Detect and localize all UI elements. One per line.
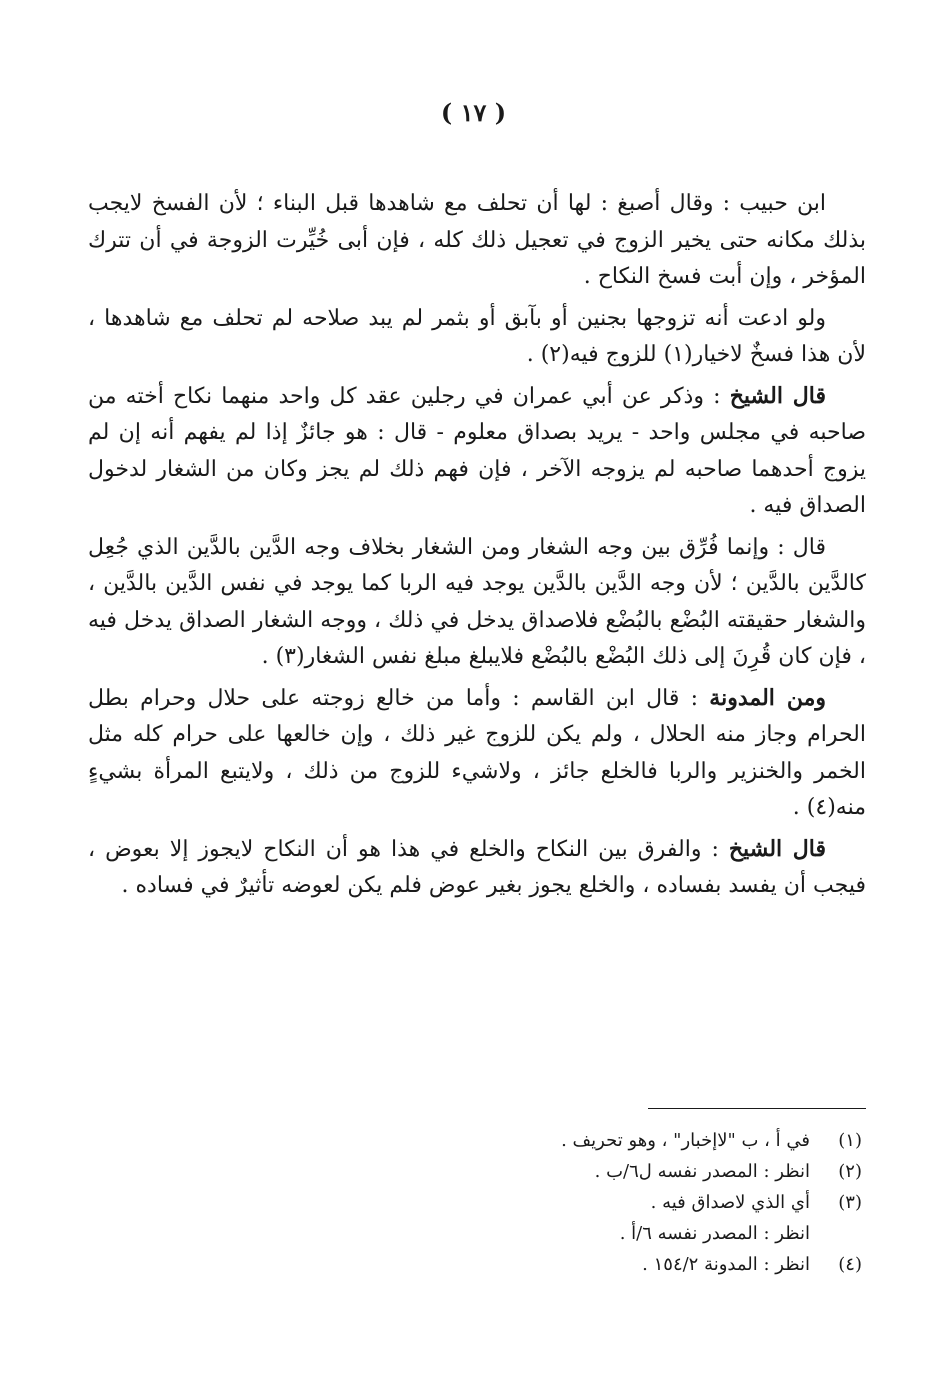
paragraph [88, 378, 866, 525]
footnote-text: أي الذي لاصداق فيه . [650, 1192, 810, 1213]
footnote [88, 1125, 866, 1156]
paragraph-text: ابن حبيب : وقال أصبغ : لها أن تحلف مع شاهدها قبل البناء ؛ لأن الفسخ لايجب بذلك مكانه حتى يخير الزوج في تعجيل ذلك كله ، فإن أبى خُيِّرت الزوجة في أن تترك المؤخر ، وإن أبت فسخ النكاح . [88, 191, 866, 289]
paragraph-text: : وذكر عن أبي عمران في رجلين عقد كل واحد منهما نكاح أخته من صاحبه في مجلس واحد - يريد بصداق معلوم - قال : هو جائزٌ إذا لم يفهم أنه إن لم يزوج أحدهما صاحبه لم يزوجه الآخر ، فإن فهم ذلك لم يجز وكان من الشغار لدخول الصداق فيه . [88, 383, 866, 518]
footnote-number [810, 1218, 866, 1249]
footnote [88, 1249, 866, 1280]
paragraph [88, 529, 866, 676]
footnote [88, 1218, 866, 1249]
footnote-number: (٤) [838, 1254, 862, 1275]
paragraph-text: : قال ابن القاسم : وأما من خالع زوجته على حلال وحرام بطل الحرام وجاز منه الحلال ، ولم يكن للزوج غير ذلك ، وإن خالعها على حرام كله مثل الخمر والخنزير والربا فالخلع جائز ، ولاشيء للزوج من ذلك ، ولايتبع المرأة بشيءٍ منه(٤) . [88, 685, 866, 820]
paragraph [88, 300, 866, 374]
paragraph [88, 185, 866, 296]
footnote-divider [648, 1108, 866, 1109]
footnote [88, 1156, 866, 1187]
footnote-text: انظر : المصدر نفسه ل٦/ب . [594, 1161, 810, 1182]
page-number: ( ١٧ ) [440, 98, 507, 127]
speaker-label: قال الشيخ [729, 382, 826, 409]
footnote-number: (١) [838, 1130, 862, 1151]
paragraph [88, 831, 866, 905]
main-text [88, 185, 866, 909]
footnote-number: (٣) [838, 1192, 862, 1213]
speaker-label: قال الشيخ [728, 835, 826, 862]
speaker-label: ومن المدونة [709, 684, 826, 711]
footnote-text: في أ ، ب "لاإخبار" ، وهو تحريف . [561, 1130, 810, 1151]
footnote-number: (٢) [838, 1161, 862, 1182]
paragraph-text: قال : وإنما فُرِّق بين وجه الشغار ومن الشغار بخلاف وجه الدَّين بالدَّين الذي جُعِل كالدَّين بالدَّين ؛ لأن وجه الدَّين بالدَّين يوجد فيه الربا كما يوجد في نفس الدَّين بالدَّين ، والشغار حقيقته البُضْع بالبُضْع فلاصداق يدخل في ذلك ، ووجه الشغار الصداق يدخل فيه ، فإن كان قُرِنَ إلى ذلك البُضْع بالبُضْع فلايبلغ مبلغ نفس الشغار(٣) . [88, 534, 866, 669]
footnote [88, 1187, 866, 1218]
paragraph-text: : والفرق بين النكاح والخلع في هذا هو أن النكاح لايجوز إلا بعوض ، فيجب أن يفسد بفساده ، والخلع يجوز بغير عوض فلم يكن لعوضه تأثيرٌ في فساده . [88, 836, 866, 898]
footnotes [88, 1125, 866, 1280]
paragraph-text: ولو ادعت أنه تزوجها بجنين أو بآبق أو بثمر لم يبد صلاحه لم تحلف مع شاهدها ، لأن هذا فسخٌ لاخيار(١) للزوج فيه(٢) . [88, 305, 866, 367]
footnote-text: انظر : المدونة ١٥٤/٢ . [642, 1254, 810, 1275]
footnote-text: انظر : المصدر نفسه ٦/أ . [619, 1223, 810, 1244]
paragraph [88, 680, 866, 827]
